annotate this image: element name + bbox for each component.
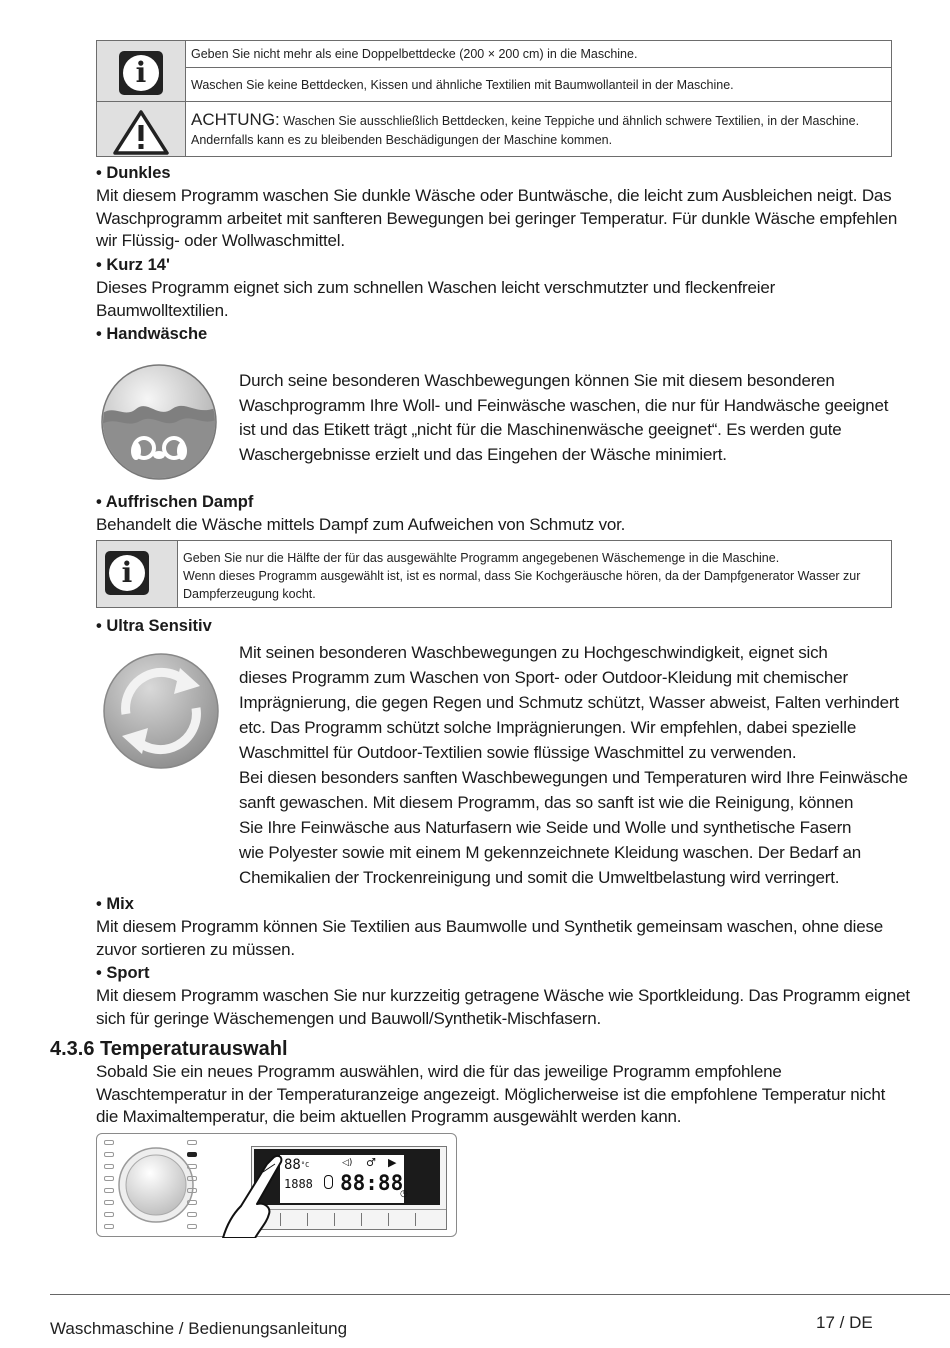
text-line: Waschmittel für Outdoor-Textilien sowie flüssige Waschmittel zu verwenden. <box>239 743 797 762</box>
text-line: wir Flüssig- oder Wollwaschmittel. <box>96 231 345 250</box>
paragraph-dampf: Behandelt die Wäsche mittels Dampf zum Aufweichen von Schmutz vor. <box>96 515 626 534</box>
text-line: Sobald Sie ein neues Programm auswählen, wird die für das jeweilige Programm empfohlene <box>96 1062 782 1081</box>
text-line: Waschtemperatur in der Temperaturanzeige angezeigt. Möglicherweise ist die empfohlene Temperatur nicht <box>96 1084 886 1104</box>
notice-box-bedding <box>96 40 892 157</box>
program-marks-left <box>104 1140 114 1229</box>
program-knob-icon <box>117 1146 195 1224</box>
text-line: wie Polyester sowie mit einem M gekennzeichnete Kleidung waschen. Der Bedarf an <box>239 843 862 862</box>
text-line: Mit diesem Programm können Sie Textilien aus Baumwolle und Synthetik gemeinsam waschen, ohne diese <box>96 917 884 936</box>
notice-divider <box>97 101 891 102</box>
text-line: Baumwolltextilien. <box>96 300 229 320</box>
warning-triangle-icon <box>112 109 170 155</box>
notice-line-2: Waschen Sie keine Bettdecken, Kissen und ähnliche Textilien mit Baumwollanteil in der Maschine. <box>191 78 734 92</box>
text-line: Sie Ihre Feinwäsche aus Naturfasern wie Seide und Wolle und synthetische Fasern <box>239 818 852 837</box>
notice-line-1: Geben Sie nicht mehr als eine Doppelbettdecke (200 × 200 cm) in die Maschine. <box>191 47 638 61</box>
paragraph-sport <box>96 984 910 1031</box>
heading-mix: • Mix <box>96 895 134 913</box>
time-readout: 88:88 <box>340 1171 404 1195</box>
text-line: Waschergebnisse erzielt und das Eingehen der Wäsche minimiert. <box>239 444 727 464</box>
control-panel-illustration <box>96 1133 457 1237</box>
footer-rule <box>50 1294 950 1295</box>
warning-text-1: Waschen Sie ausschließlich Bettdecken, keine Teppiche und ähnlich schwere Textilien, in der Maschine. <box>283 114 860 128</box>
play-icon: ▶ <box>388 1156 397 1169</box>
paragraph-ultra-sensitiv <box>239 640 908 890</box>
text-line: Imprägnierung, die gegen Regen und Schmutz schützt, Wasser abweist, Falten verhindert <box>239 693 899 712</box>
notice2-line-2: Wenn dieses Programm ausgewählt ist, ist es normal, dass Sie Kochgeräusche hören, da der Dampfgenerator Wasser zur <box>183 569 861 583</box>
warning-text-2: Andernfalls kann es zu bleibenden Beschädigungen der Maschine kommen. <box>191 133 613 147</box>
text-line: Waschprogramm arbeitet mit sanfteren Bewegungen bei geringer Temperatur. Für dunkle Wäsche empfehlen <box>96 208 898 228</box>
text-line: Waschprogramm Ihre Woll- und Feinwäsche waschen, die nur für Handwäsche geeignet <box>239 395 889 415</box>
info-icon: i <box>119 51 163 95</box>
temperature-value: 88 <box>284 1157 301 1173</box>
text-line: Chemikalien der Trockenreinigung und somit die Umweltbelastung wird verringert. <box>239 868 840 887</box>
footer-title: Waschmaschine / Bedienungsanleitung <box>50 1319 348 1338</box>
hand-pointer-icon <box>217 1152 297 1238</box>
program-marks-right <box>187 1140 197 1229</box>
notice-row-divider <box>185 67 891 68</box>
heading-dampf: • Auffrischen Dampf <box>96 493 254 511</box>
text-line: zuvor sortieren zu müssen. <box>96 939 295 959</box>
spin-readout: 1888 <box>284 1177 313 1191</box>
paragraph-kurz <box>96 276 775 323</box>
warning-label: ACHTUNG: <box>191 110 280 129</box>
text-line: sanft gewaschen. Mit diesem Programm, das so sanft ist wie die Reinigung, können <box>239 793 854 812</box>
text-line: Bei diesen besonders sanften Waschbewegungen und Temperaturen wird Ihre Feinwäsche <box>239 768 908 787</box>
text-line: sich für geringe Wäschemengen und Bauwoll/Synthetik-Mischfasern. <box>96 1008 602 1028</box>
page-number: 17 / DE <box>816 1313 873 1332</box>
steam-icon: ♂ <box>366 1156 376 1169</box>
text-line: Dieses Programm eignet sich zum schnellen Waschen leicht verschmutzter und fleckenfreier <box>96 278 776 297</box>
handwash-program-icon <box>100 363 218 481</box>
sound-icon: ◁) <box>342 1158 353 1168</box>
text-line: ist und das Etikett trägt „nicht für die Maschinenwäsche geeignet“. Es werden gute <box>239 420 842 439</box>
paragraph-mix <box>96 915 883 962</box>
text-line: die Maximaltemperatur, die beim aktuellen Programm ausgewählt werden kann. <box>96 1107 682 1126</box>
notice2-line-3: Dampferzeugung kocht. <box>183 587 316 601</box>
paragraph-dunkles <box>96 184 897 254</box>
paragraph-handwaesche <box>239 369 888 467</box>
text-line: Mit seinen besonderen Waschbewegungen zu Hochgeschwindigkeit, eignet sich <box>239 643 828 662</box>
ultra-sensitive-program-icon <box>102 652 220 770</box>
heading-kurz: • Kurz 14' <box>96 256 170 274</box>
warning-text <box>191 112 859 129</box>
section-title: 4.3.6 Temperaturauswahl <box>50 1038 288 1060</box>
heading-dunkles: • Dunkles <box>96 164 171 182</box>
text-line: dieses Programm zum Waschen von Sport- oder Outdoor-Kleidung mit chemischer <box>239 668 848 687</box>
text-line: Mit diesem Programm waschen Sie nur kurzzeitig getragene Wäsche wie Sportkleidung. Das Programm eignet <box>96 986 910 1005</box>
heading-sport: • Sport <box>96 964 150 982</box>
text-line: etc. Das Programm schützt solche Imprägnierungen. Wir empfehlen, dabei spezielle <box>239 718 857 737</box>
notice2-line-1: Geben Sie nur die Hälfte der für das ausgewählte Programm angegebenen Wäschemenge in die Maschine. <box>183 551 780 565</box>
heading-ultra-sensitiv: • Ultra Sensitiv <box>96 617 212 635</box>
text-line: Mit diesem Programm waschen Sie dunkle Wäsche oder Buntwäsche, die leicht zum Ausbleichen neigt. Das <box>96 186 892 205</box>
notice-box-steam <box>96 540 892 608</box>
temperature-icon <box>324 1175 333 1189</box>
clock-icon: ◷ <box>400 1189 408 1199</box>
info-icon: i <box>105 551 149 595</box>
text-line: Durch seine besonderen Waschbewegungen können Sie mit diesem besonderen <box>239 371 835 390</box>
temperature-unit: °C <box>300 1161 310 1169</box>
heading-handwaesche: • Handwäsche <box>96 325 208 343</box>
paragraph-temperature <box>96 1060 885 1130</box>
